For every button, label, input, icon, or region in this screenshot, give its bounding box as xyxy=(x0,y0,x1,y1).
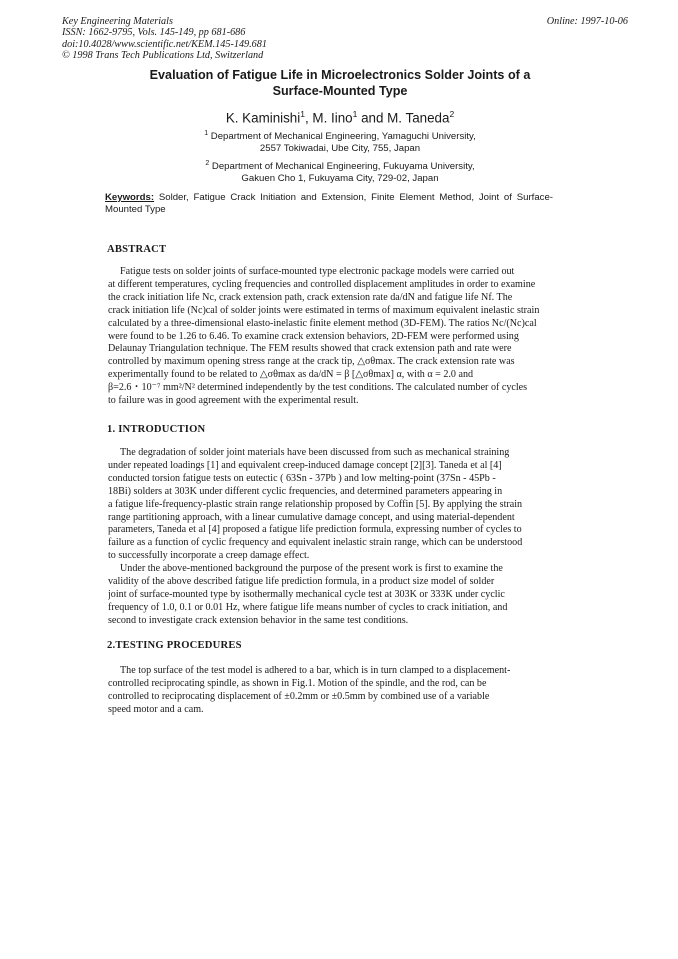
text-line: a fatigue life-frequency-plastic strain range relationship proposed by Coffin [5]. By applying the strain xyxy=(108,498,523,510)
paper-title xyxy=(70,67,610,99)
doi-line: doi:10.4028/www.scientific.net/KEM.145-149.681 xyxy=(62,38,267,50)
text-line: range partitioning approach, with a linear cumulative damage concept, and using material-dependent xyxy=(108,511,515,523)
testing-body xyxy=(108,665,552,717)
citation-header xyxy=(62,16,267,62)
text-line: Delaunay Triangulation technique. The FEM results showed that crack extension path and rate were xyxy=(108,343,512,355)
testing-heading: 2.TESTING PROCEDURES xyxy=(107,640,242,651)
title-line-1: Evaluation of Fatigue Life in Microelectronics Solder Joints of a xyxy=(149,68,531,82)
text-line: The degradation of solder joint materials have been discussed from such as mechanical straining xyxy=(120,447,510,458)
affil-mark: 2 xyxy=(205,160,210,167)
author-conjunction: and xyxy=(361,110,384,126)
affil-line: Gakuen Cho 1, Fukuyama City, 729-02, Japan xyxy=(241,173,439,185)
affiliation-2 xyxy=(100,158,580,186)
text-line: parameters, Taneda et al [4] proposed a fatigue life prediction formula, expressing number of cycles to xyxy=(108,524,522,536)
abstract-heading: ABSTRACT xyxy=(107,244,167,255)
text-line: were found to be 1.26 to 6.46. To examine crack extension behaviors, 2D-FEM were performed using xyxy=(108,330,519,342)
author-name: M. Iino xyxy=(312,110,353,126)
text-line: second to investigate crack extension behavior in the same test conditions. xyxy=(108,614,409,626)
text-line: calculated by a three-dimensional elasto-inelastic finite element method (3D-FEM). The ratios Nc/(Nc)cal xyxy=(108,317,537,329)
text-line: joint of surface-mounted type by isothermally mechanical cycle test at 303K or 333K under cyclic xyxy=(108,588,505,600)
text-line: the crack initiation life Nc, crack extension path, crack extension rate da/dN and fatigue life Nf. The xyxy=(108,291,513,303)
author-affil-mark: 1 xyxy=(300,109,305,119)
title-line-2: Surface-Mounted Type xyxy=(272,84,408,98)
journal-name: Key Engineering Materials xyxy=(62,16,173,27)
keywords-block xyxy=(105,192,553,216)
copyright-line: © 1998 Trans Tech Publications Ltd, Switzerland xyxy=(62,50,264,62)
affil-mark: 1 xyxy=(204,130,209,137)
text-line: Fatigue tests on solder joints of surface-mounted type electronic package models were carried out xyxy=(120,266,515,277)
text-line: validity of the above described fatigue life prediction formula, in a product size model of solder xyxy=(108,576,495,588)
online-date: Online: 1997-10-06 xyxy=(546,16,628,27)
introduction-heading: 1. INTRODUCTION xyxy=(107,424,206,435)
text-line: controlled reciprocating spindle, as shown in Fig.1. Motion of the spindle, and the rod, can be xyxy=(108,677,487,689)
text-line: crack initiation life (Nc)cal of solder joints were estimated in terms of maximum equivalent inelastic strain xyxy=(108,304,540,316)
author-name: K. Kaminishi xyxy=(225,110,301,126)
text-line: experimentally found to be related to △σθmax as da/dN = β [△σθmax] α, with α = 2.0 and xyxy=(108,369,474,381)
text-line: The top surface of the test model is adhered to a bar, which is in turn clamped to a displacement- xyxy=(120,665,511,676)
text-line: 18Bi) solders at 303K under different cyclic frequencies, and determined parameters appearing in xyxy=(108,485,503,497)
author-affil-mark: 1 xyxy=(352,109,358,119)
text-line: failure as a function of cyclic frequency and equivalent inelastic strain range, which can be understood xyxy=(108,537,523,549)
text-line: under repeated loadings [1] and equivalent creep-induced damage concept [2][3]. Taneda et al [4] xyxy=(108,459,502,471)
text-line: conducted torsion fatigue tests on eutectic ( 63Sn - 37Pb ) and low melting-point (37Sn - 45Pb - xyxy=(108,472,496,484)
author-list: K. Kaminishi$^1$, M. Iino$^1$ and M. Taneda$^2$ xyxy=(225,109,455,126)
abstract-body xyxy=(108,266,552,408)
text-line: at different temperatures, cycling frequencies and controlled displacement amplitudes in order to examine xyxy=(108,278,536,290)
text-line: to failure was in good agreement with the experimental result. xyxy=(108,395,359,407)
text-line: speed motor and a cam. xyxy=(108,703,204,715)
keywords-text: Solder, Fatigue Crack Initiation and Extension, Finite Element Method, Joint of Surface-Mounted Type xyxy=(105,192,553,216)
affiliation-1 xyxy=(100,128,580,156)
affil-line: Department of Mechanical Engineering, Fukuyama University, xyxy=(211,161,475,173)
text-line: frequency of 1.0, 0.1 or 0.01 Hz, where fatigue life means number of cycles to crack initiation, and xyxy=(108,601,508,613)
keywords-label: Keywords: xyxy=(105,192,155,203)
text-line: controlled by maximum opening stress range at the crack tip, △σθmax. The crack extension rate was xyxy=(108,356,515,368)
author-name: M. Taneda xyxy=(387,110,450,126)
affil-line: Department of Mechanical Engineering, Yamaguchi University, xyxy=(210,131,476,143)
text-line: β=2.6・10⁻⁷ mm²/N² determined independently by the test conditions. The calculated number of cycles xyxy=(108,382,528,394)
author-affil-mark: 2 xyxy=(449,109,455,119)
text-line: controlled to reciprocating displacement of ±0.2mm or ±0.5mm by combined use of a variable xyxy=(108,690,490,702)
affil-line: 2557 Tokiwadai, Ube City, 755, Japan xyxy=(259,143,421,155)
issn-line: ISSN: 1662-9795, Vols. 145-149, pp 681-686 xyxy=(62,27,246,39)
text-line: Under the above-mentioned background the purpose of the present work is first to examine the xyxy=(120,563,503,575)
text-line: to successfully incorporate a creep damage effect. xyxy=(108,550,310,562)
introduction-body xyxy=(108,447,552,628)
